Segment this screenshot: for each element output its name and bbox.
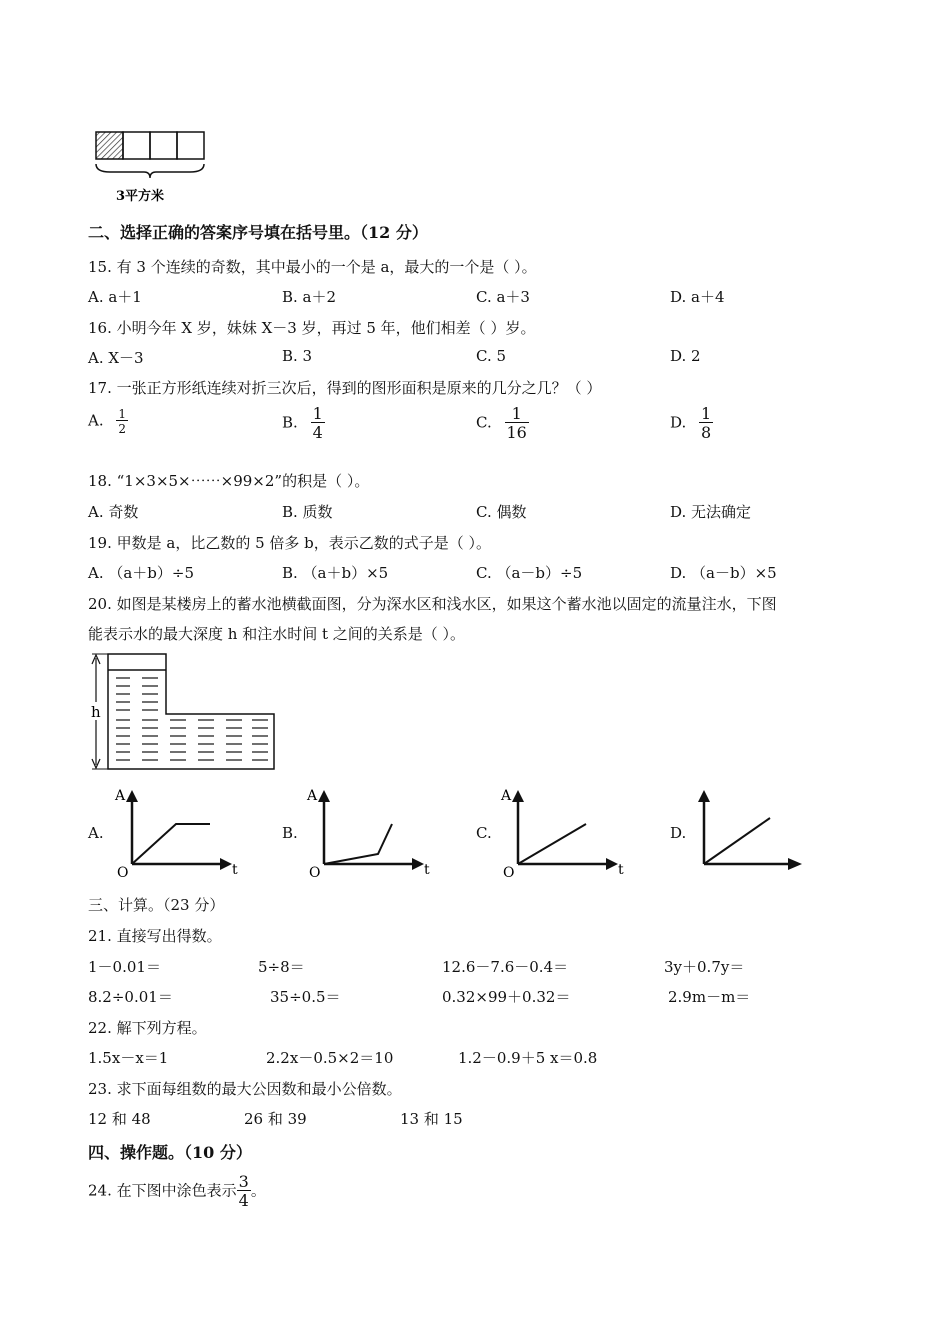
- q16-stem: 16. 小明今年 X 岁，妹妹 X－3 岁，再过 5 年，他们相差（ ）岁。: [88, 319, 536, 337]
- q17-stem: 17. 一张正方形纸连续对折三次后，得到的图形面积是原来的几分之几？（ ）: [88, 379, 602, 397]
- svg-text:A: A: [501, 788, 512, 804]
- q16-option-d: D. 2: [670, 347, 701, 365]
- q19-option-c: C. （a－b）÷5: [476, 564, 583, 582]
- area-diagram: [92, 128, 212, 208]
- q20-option-d-label: D.: [670, 824, 687, 842]
- q23-item: 26 和 39: [244, 1110, 307, 1128]
- q20-option-b-label: B.: [282, 824, 298, 842]
- q23-stem: 23. 求下面每组数的最大公因数和最小公倍数。: [88, 1080, 402, 1098]
- q21-stem: 21. 直接写出得数。: [88, 927, 222, 945]
- area-label: 3平方米: [116, 189, 165, 204]
- q15-option-a: A. a＋1: [88, 288, 142, 306]
- q18-option-c: C. 偶数: [476, 503, 527, 521]
- q21-item: 2.9m－m＝: [668, 988, 751, 1006]
- q19-option-b: B. （a＋b）×5: [282, 564, 389, 582]
- q21-item: 35÷0.5＝: [270, 988, 341, 1006]
- water-lines: [116, 678, 268, 760]
- q15-option-c: C. a＋3: [476, 288, 530, 306]
- tank-outline: [108, 654, 274, 769]
- q17-option-b: B. $\frac{1}{4}$: [282, 404, 323, 442]
- svg-text:O: O: [503, 865, 515, 880]
- q21-item: 12.6－7.6－0.4＝: [442, 958, 569, 976]
- square: [123, 132, 150, 159]
- q22-stem: 22. 解下列方程。: [88, 1019, 207, 1037]
- q20-option-c-label: C.: [476, 824, 492, 842]
- q17-option-a: A. $\frac{1}{2}$: [88, 407, 127, 436]
- square: [177, 132, 204, 159]
- section2-title: 二、选择正确的答案序号填在括号里。（12 分）: [88, 223, 428, 242]
- q21-item: 0.32×99＋0.32＝: [442, 988, 571, 1006]
- q22-item: 2.2x－0.5×2＝10: [266, 1049, 394, 1067]
- q20-graph-c: [498, 784, 638, 880]
- q15-option-d: D. a＋4: [670, 288, 725, 306]
- svg-text:O: O: [309, 865, 321, 880]
- q15-stem: 15. 有 3 个连续的奇数，其中最小的一个是 a，最大的一个是（ ）。: [88, 258, 537, 276]
- q21-item: 1－0.01＝: [88, 958, 161, 976]
- q16-option-b: B. 3: [282, 347, 313, 365]
- shaded-square: [96, 132, 123, 159]
- brace: [96, 164, 204, 178]
- q16-option-c: C. 5: [476, 347, 507, 365]
- q22-item: 1.2－0.9＋5 x＝0.8: [458, 1049, 598, 1067]
- section4-title: 四、操作题。（10 分）: [88, 1143, 252, 1162]
- section3-title: 三、计算。（23 分）: [88, 896, 225, 914]
- q18-stem: 18. “1×3×5×⋯⋯×99×2”的积是（ ）。: [88, 472, 370, 490]
- svg-text:O: O: [117, 865, 129, 880]
- q18-option-b: B. 质数: [282, 503, 333, 521]
- svg-text:t: t: [232, 862, 238, 878]
- q20-graph-a: [112, 784, 252, 880]
- q17-option-c: C. $\frac{1}{16}$: [476, 404, 527, 442]
- q23-item: 13 和 15: [400, 1110, 463, 1128]
- q18-option-d: D. 无法确定: [670, 503, 752, 521]
- q16-option-a: A. X－3: [88, 349, 144, 367]
- q20-stem-line2: 能表示水的最大深度 h 和注水时间 t 之间的关系是（ ）。: [88, 625, 466, 643]
- tank-diagram: [86, 650, 286, 775]
- q19-stem: 19. 甲数是 a，比乙数的 5 倍多 b，表示乙数的式子是（ ）。: [88, 534, 492, 552]
- q17-option-d: D. $\frac{1}{8}$: [670, 404, 712, 442]
- q19-option-d: D. （a－b）×5: [670, 564, 777, 582]
- height-label: h: [91, 703, 101, 721]
- svg-text:A: A: [307, 788, 318, 804]
- q23-item: 12 和 48: [88, 1110, 151, 1128]
- q20-stem-line1: 20. 如图是某楼房上的蓄水池横截面图，分为深水区和浅水区，如果这个蓄水池以固定的流量注水，下图: [88, 595, 777, 613]
- q19-option-a: A. （a＋b）÷5: [88, 564, 195, 582]
- square: [150, 132, 177, 159]
- q20-graph-d: [684, 784, 814, 880]
- svg-text:t: t: [424, 862, 430, 878]
- q21-item: 8.2÷0.01＝: [88, 988, 173, 1006]
- q20-option-a-label: A.: [88, 824, 104, 842]
- svg-text:t: t: [618, 862, 624, 878]
- q21-item: 5÷8＝: [258, 958, 305, 976]
- q18-option-a: A. 奇数: [88, 503, 139, 521]
- q21-item: 3y＋0.7y＝: [664, 958, 745, 976]
- q24-stem: 24. 在下图中涂色表示 $\frac{3}{4}$ 。: [88, 1172, 266, 1210]
- q22-item: 1.5x－x＝1: [88, 1049, 169, 1067]
- svg-text:A: A: [115, 788, 126, 804]
- q15-option-b: B. a＋2: [282, 288, 337, 306]
- q20-graph-b: [304, 784, 444, 880]
